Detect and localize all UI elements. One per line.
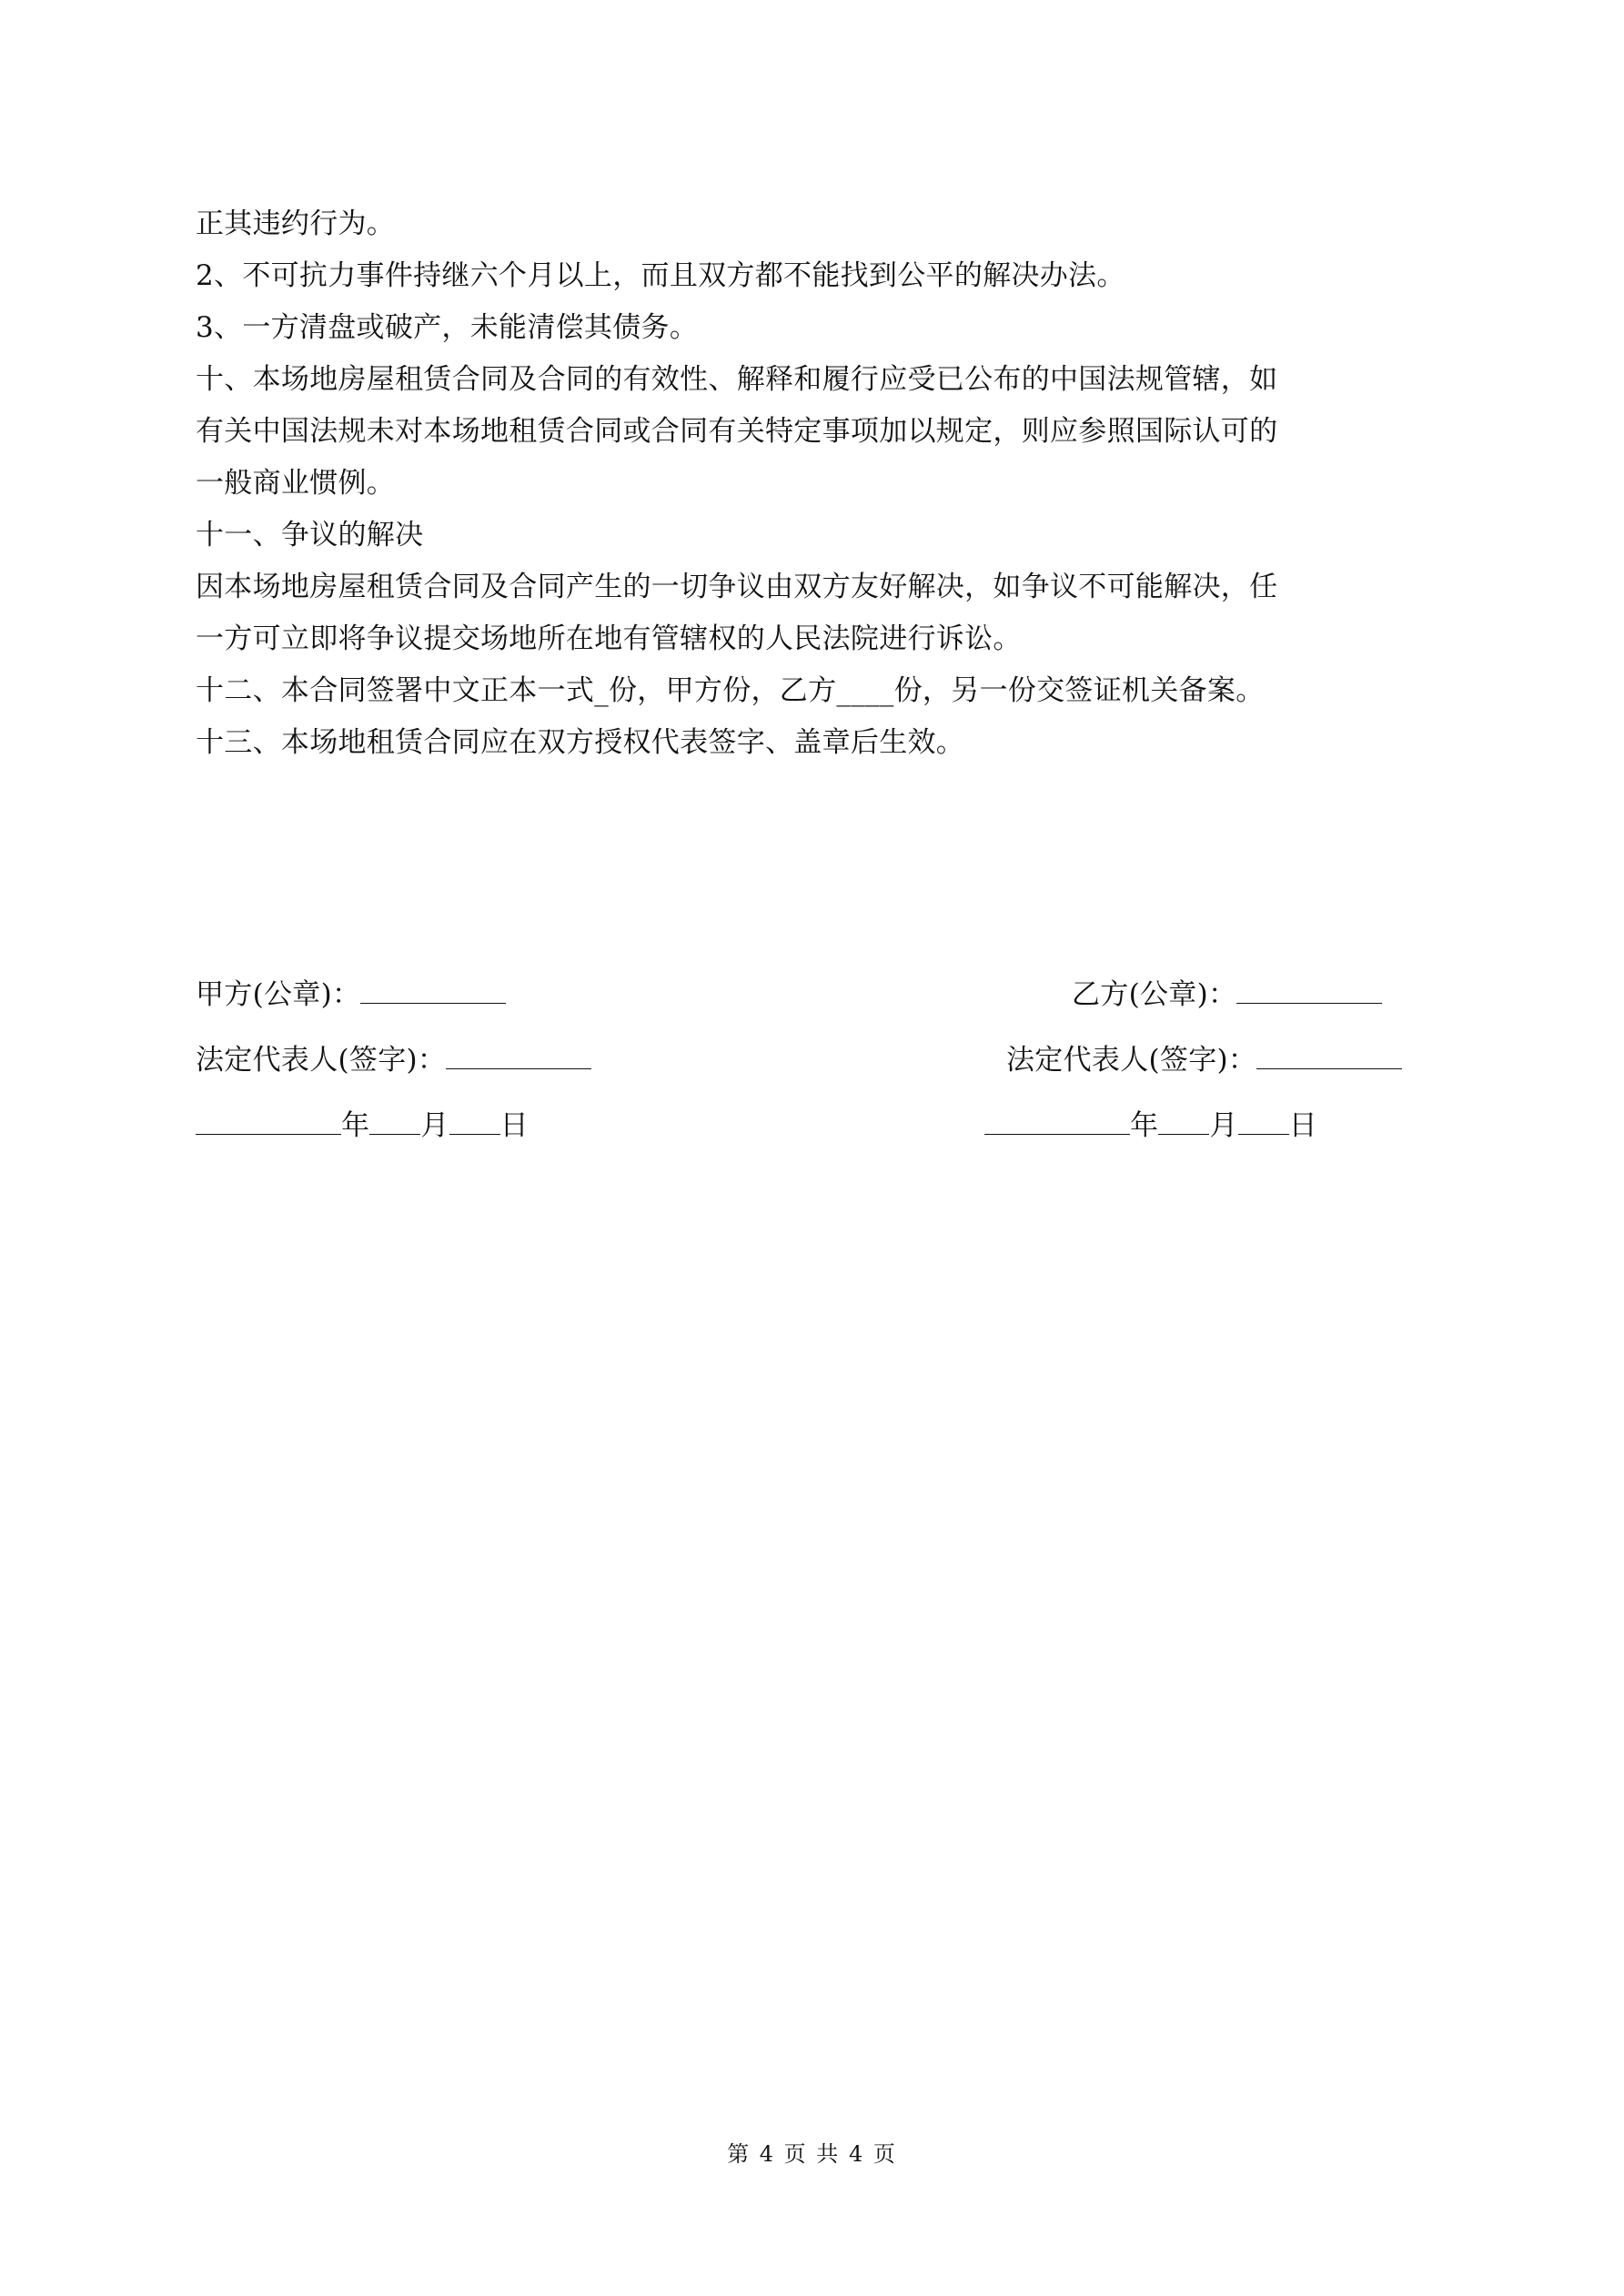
- party-b-label: 乙方(公章)：: [1072, 978, 1237, 1011]
- paragraph-line: 3、一方清盘或破产，未能清偿其债务。: [196, 311, 699, 344]
- page-number-footer: 第 4 页 共 4 页: [727, 2141, 897, 2167]
- party-b-day-blank: [1238, 1107, 1289, 1135]
- party-b-month-blank: [1158, 1107, 1209, 1135]
- paragraph-line: 一方可立即将争议提交场地所在地有管辖权的人民法院进行诉讼。: [196, 622, 1022, 655]
- paragraph-line: 十三、本场地租赁合同应在双方授权代表签字、盖章后生效。: [196, 726, 965, 759]
- day-label: 日: [499, 1109, 529, 1142]
- party-a-seal-blank: [360, 976, 506, 1004]
- paragraph-line: 有关中国法规未对本场地租赁合同或合同有关特定事项加以规定，则应参照国际认可的: [196, 415, 1278, 448]
- paragraph-line: 十、本场地房屋租赁合同及合同的有效性、解释和履行应受已公布的中国法规管辖，如: [196, 363, 1278, 396]
- section-heading: 十一、争议的解决: [196, 519, 424, 551]
- party-a-date-line: [196, 1107, 529, 1144]
- party-a-year-blank: [196, 1107, 341, 1135]
- party-b-year-blank: [984, 1107, 1130, 1135]
- year-label: 年: [341, 1109, 370, 1142]
- party-b-rep-label: 法定代表人(签字)：: [1006, 1044, 1257, 1077]
- party-a-day-blank: [449, 1107, 500, 1135]
- paragraph-line: 一般商业惯例。: [196, 467, 396, 500]
- party-b-seal-line: [1072, 976, 1382, 1013]
- party-b-rep-blank: [1256, 1041, 1402, 1069]
- contract-body: [196, 198, 1442, 769]
- day-label: 日: [1288, 1109, 1317, 1142]
- party-b-seal-blank: [1236, 976, 1382, 1004]
- party-a-label: 甲方(公章)：: [196, 978, 361, 1011]
- party-a-seal-line: [196, 976, 506, 1013]
- party-a-rep-label: 法定代表人(签字)：: [196, 1044, 447, 1077]
- paragraph-line: 正其违约行为。: [196, 207, 396, 240]
- party-a-rep-line: [196, 1041, 591, 1078]
- month-label: 月: [420, 1109, 449, 1142]
- party-b-date-line: [984, 1107, 1317, 1144]
- paragraph-line: 因本场地房屋租赁合同及合同产生的一切争议由双方友好解决，如争议不可能解决，任: [196, 571, 1278, 603]
- party-a-rep-blank: [446, 1041, 591, 1069]
- paragraph-line: 十二、本合同签署中文正本一式_份，甲方份，乙方____份，另一份交签证机关备案。: [196, 674, 1265, 707]
- year-label: 年: [1130, 1109, 1159, 1142]
- paragraph-line: 2、不可抗力事件持继六个月以上，而且双方都不能找到公平的解决办法。: [196, 259, 1125, 292]
- party-b-rep-line: [1006, 1041, 1402, 1078]
- month-label: 月: [1209, 1109, 1238, 1142]
- party-a-month-blank: [369, 1107, 420, 1135]
